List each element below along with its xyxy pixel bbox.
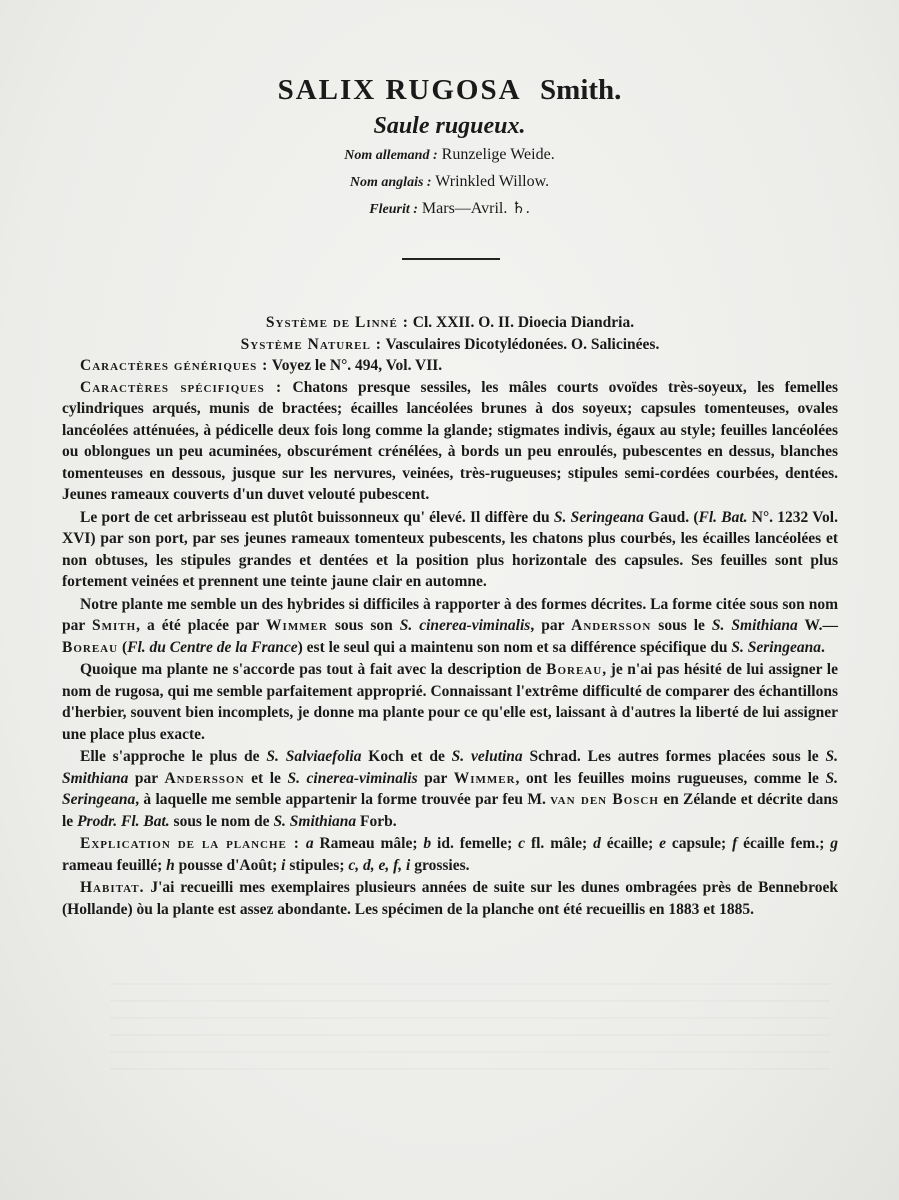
linne-label: Système de Linné : <box>265 314 409 331</box>
figure-letter: e <box>659 835 667 852</box>
french-name: Saule rugueux. <box>373 113 526 139</box>
species-author: Smith. <box>540 74 622 106</box>
taxon-name: S. Seringeana <box>553 508 644 526</box>
naturel-label: Système Naturel : <box>240 335 382 353</box>
author-name: Andersson <box>571 617 652 634</box>
taxon-name: S. Seringeana <box>62 769 838 808</box>
species-name: SALIX RUGOSA <box>277 74 522 106</box>
text-run: Quoique ma plante ne s'accorde pas tout à fait avec la description de <box>80 661 547 678</box>
author-name: Wimmer <box>266 617 328 634</box>
text-run: ) est le seul qui a maintenu son nom et sa différence spécifique du <box>297 638 732 656</box>
linne-system <box>62 312 838 334</box>
text-run: écaille; <box>600 835 660 852</box>
reference: Prodr. Fl. Bat. <box>77 812 170 830</box>
habitat <box>62 877 838 920</box>
text-run: Forb. <box>356 812 397 830</box>
flowering-line <box>0 196 899 223</box>
author-name: Wimmer <box>453 769 516 787</box>
text-run: grossies. <box>410 856 470 874</box>
figure-letter: g <box>830 835 839 852</box>
text-run: , ont les feuilles moins rugueuses, comme le <box>515 769 826 787</box>
habitat-text: J'ai recueilli mes exemplaires plusieurs années de suite sur les dunes ombragées près de Bennebroek (Hollande) òu la plante est assez abondante. Les spécimen de la planche ont été recueillis en 1883 et 1885. <box>62 879 838 918</box>
paragraph-port <box>62 507 838 593</box>
text-run: Notre plante me semble un des hybrides si difficiles à rapporter à des formes décrites. La forme citée sous son nom par <box>62 595 838 634</box>
text-run: par <box>417 769 454 787</box>
text-run: , je n'ai pas hésité de lui assigner le nom de rugosa, qui me semble parfaitement approprié. Connaissant l'extrême difficulté de comparer des échantillons d'herbier, souvent bien incomplets, je donne ma plante pour ce qu'elle est, laissant à d'autres la liberté de lui assigner une place plus exacte. <box>62 661 838 743</box>
page-header <box>0 70 899 223</box>
text-run: sous le <box>651 617 712 634</box>
text-run: en Zélande et décrite dans le <box>62 791 838 830</box>
natural-system <box>62 334 838 356</box>
plate-explanation-label: Explication de la planche : <box>80 835 300 852</box>
taxon-name: S. Smithiana <box>711 617 798 634</box>
text-run: , à laquelle me semble appartenir la forme trouvée par feu M. <box>135 791 551 808</box>
linne-text: Cl. XXII. O. II. Dioecia Diandria. <box>412 314 635 331</box>
figure-letter: b <box>423 835 432 852</box>
text-run: ( <box>118 638 128 656</box>
german-name-label: Nom allemand : <box>344 148 438 163</box>
figure-letter: c, d, e, f, i <box>348 856 411 874</box>
taxon-name: S. Smithiana <box>273 812 357 830</box>
text-run: écaille fem.; <box>737 835 831 852</box>
text-run: N°. 1232 Vol. XVI) par son port, par ses jeunes rameaux tomenteux pubescents, les chatons plus courbés, les écailles lancéolées et non obtuses, les stipules grandes et dentées et la position plus horizontale des capsules. Ses feuilles sont plus fortement veinées et prennent une teinte jaune clair en automne. <box>62 508 838 590</box>
header-divider <box>402 258 500 260</box>
german-name-line <box>0 142 899 169</box>
taxon-name: S. Salviaefolia <box>266 748 362 765</box>
author-name: van den Bosch <box>550 791 659 808</box>
author-name: Smith <box>91 617 137 634</box>
specific-characters <box>62 377 838 506</box>
generic-characters <box>62 355 838 377</box>
text-run: , par <box>530 617 572 634</box>
text-run: id. femelle; <box>431 835 519 852</box>
text-run: capsule; <box>666 835 733 852</box>
reference: Fl. du Centre de la France <box>127 638 298 656</box>
species-title <box>0 70 899 110</box>
author-name: Andersson <box>164 769 245 787</box>
habitat-label: Habitat. <box>80 879 145 896</box>
text-run: Schrad. Les autres formes placées sous le <box>522 748 826 765</box>
generiques-text: Voyez le N°. 494, Vol. VII. <box>271 357 443 374</box>
figure-letter: d <box>593 835 601 852</box>
english-name-line <box>0 169 899 196</box>
page-body <box>62 312 838 920</box>
author-name: Boreau <box>546 661 603 678</box>
figure-letter: c <box>518 835 526 852</box>
text-run: W.— <box>797 617 838 634</box>
figure-letter: h <box>166 856 175 874</box>
text-run: Rameau mâle; <box>313 835 424 852</box>
text-run: Le port de cet arbrisseau est plutôt buissonneux qu' élevé. Il diffère du <box>80 508 554 526</box>
english-name-label: Nom anglais : <box>349 175 432 190</box>
paragraph-hybrid <box>62 594 838 659</box>
taxon-name: S. Seringeana <box>731 638 821 656</box>
text-run: et le <box>244 769 288 787</box>
paragraph-affinity <box>62 746 838 832</box>
author-name: Boreau <box>62 638 119 656</box>
taxon-name: S. cinerea-viminalis <box>287 769 418 787</box>
text-run: rameau feuillé; <box>62 856 167 874</box>
taxon-name: S. cinerea-viminalis <box>399 617 531 634</box>
specifiques-label: Caractères spécifiques : <box>80 378 283 396</box>
figure-letter: i <box>281 856 286 874</box>
text-run: par <box>128 769 165 787</box>
specifiques-text: Chatons presque sessiles, les mâles courts ovoïdes très-soyeux, les femelles cylindriques arqués, munis de bractées; écailles lancéolées brunes à dos soyeux; capsules tomenteuses, ovales lancéolées atténuées, à pédicelle deux fois long comme la glande; stigmates indivis, égaux au style; feuilles lancéolées ou oblongues un peu acuminées, obscurément crénélées, à bords un peu enroulés, pubescentes en dessus, blanches tomenteuses en dessous, jusque sur les nervures, veinées, très-rugueuses; stipules semi-cordées courbées, dentées. Jeunes rameaux couverts d'un duvet velouté pubescent. <box>62 378 839 503</box>
taxon-name: S. Smithiana <box>62 748 839 787</box>
text-run: , a été placée par <box>136 617 267 634</box>
english-name-value: Wrinkled Willow. <box>435 173 550 190</box>
taxon-name: S. velutina <box>451 748 523 765</box>
german-name-value: Runzelige Weide. <box>441 146 555 163</box>
flowering-label: Fleurit : <box>369 202 418 217</box>
flowering-value: Mars—Avril. ♄. <box>421 200 530 217</box>
reference: Fl. Bat. <box>698 508 748 526</box>
bleed-through-texture <box>110 980 830 1070</box>
text-run: . <box>820 638 825 656</box>
figure-letter: f <box>732 835 738 852</box>
paragraph-naming <box>62 659 838 745</box>
text-run: sous le nom de <box>169 812 274 830</box>
text-run: stipules; <box>285 856 349 874</box>
plate-explanation <box>62 833 838 876</box>
text-run: pousse d'Août; <box>174 856 282 874</box>
text-run: Koch et de <box>361 748 452 765</box>
text-run: Gaud. ( <box>643 508 699 526</box>
text-run: fl. mâle; <box>525 835 594 852</box>
figure-letter: a <box>305 835 314 852</box>
text-run: sous son <box>327 617 400 634</box>
text-run: Elle s'approche le plus de <box>80 748 267 765</box>
naturel-text: Vasculaires Dicotylédonées. O. Salicinées. <box>385 335 660 353</box>
generiques-label: Caractères génériques : <box>80 357 269 374</box>
